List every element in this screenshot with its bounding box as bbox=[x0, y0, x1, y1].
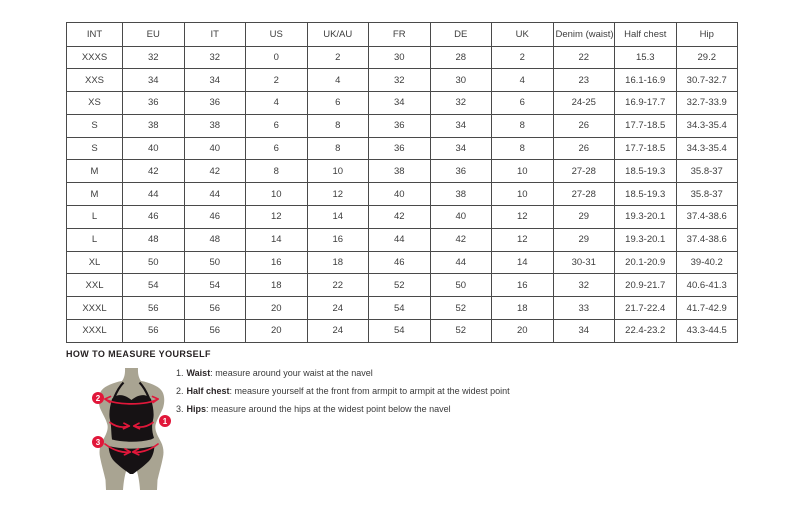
table-cell: 38 bbox=[369, 160, 431, 183]
table-cell: 42 bbox=[430, 228, 492, 251]
column-header: EU bbox=[123, 23, 185, 47]
table-row bbox=[67, 228, 738, 251]
table-cell: 20 bbox=[246, 320, 308, 343]
table-cell: 15.3 bbox=[615, 46, 677, 69]
mannequin-neck bbox=[121, 368, 141, 382]
step-label: Half chest bbox=[186, 386, 230, 396]
table-cell: 50 bbox=[184, 251, 246, 274]
table-cell: 10 bbox=[492, 160, 554, 183]
table-cell: 16 bbox=[246, 251, 308, 274]
table-cell: 10 bbox=[246, 183, 308, 206]
badge-chest bbox=[92, 392, 104, 404]
table-body bbox=[67, 46, 738, 342]
table-cell: 40 bbox=[123, 137, 185, 160]
table-cell: 12 bbox=[246, 206, 308, 229]
table-cell: 27-28 bbox=[553, 160, 615, 183]
table-cell: M bbox=[67, 160, 123, 183]
table-cell: 22 bbox=[553, 46, 615, 69]
table-header-row bbox=[67, 23, 738, 47]
column-header: UK/AU bbox=[307, 23, 369, 47]
table-row bbox=[67, 137, 738, 160]
table-cell: 34 bbox=[553, 320, 615, 343]
table-cell: 8 bbox=[246, 160, 308, 183]
table-cell: 29.2 bbox=[676, 46, 738, 69]
table-cell: XS bbox=[67, 92, 123, 115]
measure-step bbox=[176, 405, 510, 415]
table-cell: 8 bbox=[492, 114, 554, 137]
table-cell: 33 bbox=[553, 297, 615, 320]
table-cell: 8 bbox=[307, 114, 369, 137]
column-header: FR bbox=[369, 23, 431, 47]
table-cell: 30-31 bbox=[553, 251, 615, 274]
table-cell: M bbox=[67, 183, 123, 206]
table-cell: 28 bbox=[430, 46, 492, 69]
table-cell: 6 bbox=[246, 114, 308, 137]
table-cell: 38 bbox=[430, 183, 492, 206]
table-cell: XXXL bbox=[67, 297, 123, 320]
step-number: 2. bbox=[176, 386, 184, 396]
step-number: 1. bbox=[176, 368, 184, 378]
measure-figure bbox=[79, 368, 184, 490]
table-cell: 29 bbox=[553, 228, 615, 251]
table-cell: 44 bbox=[369, 228, 431, 251]
table-cell: 20.9-21.7 bbox=[615, 274, 677, 297]
table-cell: 52 bbox=[430, 320, 492, 343]
table-cell: 4 bbox=[307, 69, 369, 92]
step-text: : measure around the hips at the widest point below the navel bbox=[206, 404, 451, 414]
table-cell: 24 bbox=[307, 297, 369, 320]
table-cell: S bbox=[67, 137, 123, 160]
table-cell: 14 bbox=[246, 228, 308, 251]
measure-step bbox=[176, 369, 510, 379]
table-cell: 8 bbox=[307, 137, 369, 160]
table-row bbox=[67, 160, 738, 183]
badge-hips bbox=[92, 436, 104, 448]
step-label: Hips bbox=[186, 404, 207, 414]
table-cell: 34 bbox=[430, 114, 492, 137]
table-cell: 26 bbox=[553, 137, 615, 160]
column-header: Half chest bbox=[615, 23, 677, 47]
column-header: Denim (waist) bbox=[553, 23, 615, 47]
table-cell: 14 bbox=[307, 206, 369, 229]
table-cell: 16 bbox=[307, 228, 369, 251]
table-cell: 32 bbox=[369, 69, 431, 92]
table-cell: 46 bbox=[369, 251, 431, 274]
table-cell: 12 bbox=[492, 206, 554, 229]
table-row bbox=[67, 69, 738, 92]
table-cell: 26 bbox=[553, 114, 615, 137]
table-cell: 36 bbox=[369, 137, 431, 160]
table-cell: 16 bbox=[492, 274, 554, 297]
table-cell: 56 bbox=[123, 320, 185, 343]
table-cell: 14 bbox=[492, 251, 554, 274]
table-cell: 44 bbox=[430, 251, 492, 274]
table-cell: 30 bbox=[369, 46, 431, 69]
table-cell: 6 bbox=[246, 137, 308, 160]
table-cell: 4 bbox=[492, 69, 554, 92]
table-cell: XXXL bbox=[67, 320, 123, 343]
table-cell: 30.7-32.7 bbox=[676, 69, 738, 92]
table-cell: 21.7-22.4 bbox=[615, 297, 677, 320]
table-cell: 24 bbox=[307, 320, 369, 343]
table-cell: 46 bbox=[184, 206, 246, 229]
table-cell: 44 bbox=[184, 183, 246, 206]
table-cell: 56 bbox=[123, 297, 185, 320]
table-cell: 48 bbox=[123, 228, 185, 251]
table-cell: 52 bbox=[369, 274, 431, 297]
table-cell: 46 bbox=[123, 206, 185, 229]
column-header: DE bbox=[430, 23, 492, 47]
table-cell: 54 bbox=[184, 274, 246, 297]
table-cell: 10 bbox=[492, 183, 554, 206]
table-cell: 12 bbox=[307, 183, 369, 206]
measure-section-title: HOW TO MEASURE YOURSELF bbox=[66, 349, 211, 359]
table-cell: 44 bbox=[123, 183, 185, 206]
table-cell: 38 bbox=[123, 114, 185, 137]
table-cell: 32.7-33.9 bbox=[676, 92, 738, 115]
table-cell: 17.7-18.5 bbox=[615, 137, 677, 160]
table-cell: 6 bbox=[492, 92, 554, 115]
badge-chest-number: 2 bbox=[95, 393, 101, 403]
table-cell: 19.3-20.1 bbox=[615, 206, 677, 229]
column-header: US bbox=[246, 23, 308, 47]
table-cell: 54 bbox=[123, 274, 185, 297]
table-cell: 19.3-20.1 bbox=[615, 228, 677, 251]
badge-hips-number: 3 bbox=[95, 437, 101, 447]
table-cell: 41.7-42.9 bbox=[676, 297, 738, 320]
table-cell: 32 bbox=[123, 46, 185, 69]
table-cell: L bbox=[67, 206, 123, 229]
table-cell: 42 bbox=[123, 160, 185, 183]
table-cell: 8 bbox=[492, 137, 554, 160]
table-cell: 24-25 bbox=[553, 92, 615, 115]
table-cell: 2 bbox=[492, 46, 554, 69]
table-cell: 40 bbox=[430, 206, 492, 229]
table-cell: 17.7-18.5 bbox=[615, 114, 677, 137]
table-cell: L bbox=[67, 228, 123, 251]
table-cell: 34.3-35.4 bbox=[676, 114, 738, 137]
table-cell: 2 bbox=[307, 46, 369, 69]
table-row bbox=[67, 46, 738, 69]
measure-step bbox=[176, 387, 510, 397]
table-cell: 42 bbox=[369, 206, 431, 229]
table-cell: 16.1-16.9 bbox=[615, 69, 677, 92]
table-cell: S bbox=[67, 114, 123, 137]
badge-waist bbox=[159, 415, 171, 427]
table-row bbox=[67, 183, 738, 206]
table-cell: XXXS bbox=[67, 46, 123, 69]
table-cell: 16.9-17.7 bbox=[615, 92, 677, 115]
table-cell: 32 bbox=[430, 92, 492, 115]
table-cell: 43.3-44.5 bbox=[676, 320, 738, 343]
table-cell: 29 bbox=[553, 206, 615, 229]
table-cell: 18 bbox=[307, 251, 369, 274]
table-cell: 37.4-38.6 bbox=[676, 228, 738, 251]
table-cell: 36 bbox=[123, 92, 185, 115]
table-cell: 35.8-37 bbox=[676, 160, 738, 183]
table-cell: 35.8-37 bbox=[676, 183, 738, 206]
table-cell: 20 bbox=[246, 297, 308, 320]
table-cell: 37.4-38.6 bbox=[676, 206, 738, 229]
table-cell: 54 bbox=[369, 320, 431, 343]
table-cell: 2 bbox=[246, 69, 308, 92]
table-cell: 22.4-23.2 bbox=[615, 320, 677, 343]
table-cell: 38 bbox=[184, 114, 246, 137]
measure-steps bbox=[176, 369, 510, 423]
table-cell: XXL bbox=[67, 274, 123, 297]
table-row bbox=[67, 92, 738, 115]
column-header: UK bbox=[492, 23, 554, 47]
table-cell: 34 bbox=[184, 69, 246, 92]
table-cell: 20.1-20.9 bbox=[615, 251, 677, 274]
table-cell: 20 bbox=[492, 320, 554, 343]
table-cell: XL bbox=[67, 251, 123, 274]
table-cell: 6 bbox=[307, 92, 369, 115]
table-cell: 40 bbox=[369, 183, 431, 206]
table-cell: 36 bbox=[430, 160, 492, 183]
table-cell: 34 bbox=[123, 69, 185, 92]
table-cell: 56 bbox=[184, 297, 246, 320]
table-cell: 36 bbox=[184, 92, 246, 115]
table-cell: 56 bbox=[184, 320, 246, 343]
table-cell: 48 bbox=[184, 228, 246, 251]
table-cell: 54 bbox=[369, 297, 431, 320]
column-header: INT bbox=[67, 23, 123, 47]
badge-waist-number: 1 bbox=[162, 416, 168, 426]
step-text: : measure around your waist at the navel bbox=[210, 368, 373, 378]
table-cell: 18.5-19.3 bbox=[615, 183, 677, 206]
table-cell: 10 bbox=[307, 160, 369, 183]
table-row bbox=[67, 206, 738, 229]
table-cell: 4 bbox=[246, 92, 308, 115]
table-cell: 40 bbox=[184, 137, 246, 160]
step-number: 3. bbox=[176, 404, 184, 414]
table-cell: 0 bbox=[246, 46, 308, 69]
step-label: Waist bbox=[186, 368, 211, 378]
table-cell: 42 bbox=[184, 160, 246, 183]
table-cell: 50 bbox=[430, 274, 492, 297]
table-cell: 18.5-19.3 bbox=[615, 160, 677, 183]
table-row bbox=[67, 251, 738, 274]
table-cell: 40.6-41.3 bbox=[676, 274, 738, 297]
table-cell: XXS bbox=[67, 69, 123, 92]
table-cell: 52 bbox=[430, 297, 492, 320]
table-cell: 30 bbox=[430, 69, 492, 92]
table-cell: 18 bbox=[246, 274, 308, 297]
column-header: IT bbox=[184, 23, 246, 47]
step-text: : measure yourself at the front from armpit to armpit at the widest point bbox=[229, 386, 510, 396]
table-cell: 18 bbox=[492, 297, 554, 320]
table-cell: 34 bbox=[369, 92, 431, 115]
table-cell: 32 bbox=[184, 46, 246, 69]
table-row bbox=[67, 320, 738, 343]
table-cell: 23 bbox=[553, 69, 615, 92]
table-row bbox=[67, 274, 738, 297]
table-cell: 39-40.2 bbox=[676, 251, 738, 274]
table-cell: 34.3-35.4 bbox=[676, 137, 738, 160]
table-row bbox=[67, 114, 738, 137]
table-cell: 32 bbox=[553, 274, 615, 297]
column-header: Hip bbox=[676, 23, 738, 47]
table-cell: 12 bbox=[492, 228, 554, 251]
table-row bbox=[67, 297, 738, 320]
mannequin-illustration bbox=[79, 368, 184, 490]
table-cell: 27-28 bbox=[553, 183, 615, 206]
table-cell: 22 bbox=[307, 274, 369, 297]
size-chart-table bbox=[66, 22, 738, 343]
table-cell: 50 bbox=[123, 251, 185, 274]
table-cell: 34 bbox=[430, 137, 492, 160]
table-cell: 36 bbox=[369, 114, 431, 137]
